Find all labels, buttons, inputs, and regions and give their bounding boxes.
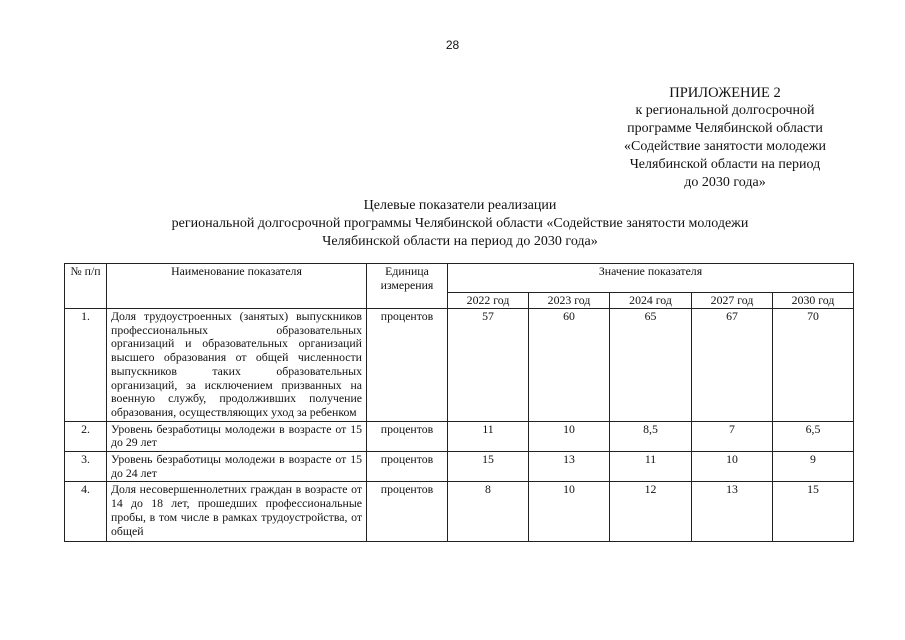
row-name: Доля несовершеннолетних граждан в возрасте от 14 до 18 лет, прошедших профессиональные пробы, в том числе в рамках трудоустройства, от общей	[107, 482, 367, 542]
row-value: 7	[692, 421, 773, 451]
row-value: 13	[529, 452, 610, 482]
title-line: Челябинской области на период до 2030 года»	[322, 234, 598, 249]
row-unit: процентов	[367, 452, 448, 482]
row-value: 10	[692, 452, 773, 482]
row-name: Уровень безработицы молодежи в возрасте от 15 до 29 лет	[107, 421, 367, 451]
row-name: Доля трудоустроенных (занятых) выпускников профессиональных образовательных организаций и образовательных организаций высшего образования от общей численности выпускников таких образовательных организаций, за исключением призванных на военную службу, продолживших получение образования, осуществляющих уход за ребенком	[107, 309, 367, 422]
row-value: 6,5	[773, 421, 854, 451]
row-number: 3.	[65, 452, 107, 482]
title-line: Целевые показатели реализации	[363, 198, 557, 213]
row-number: 1.	[65, 309, 107, 422]
appendix-heading: ПРИЛОЖЕНИЕ 2	[669, 85, 781, 101]
row-number: 4.	[65, 482, 107, 542]
row-value: 15	[773, 482, 854, 542]
row-value: 65	[610, 309, 692, 422]
appendix-line: Челябинской области на период	[629, 157, 821, 172]
row-unit: процентов	[367, 421, 448, 451]
row-number: 2.	[65, 421, 107, 451]
table-row	[65, 452, 854, 482]
appendix-line: до 2030 года»	[684, 175, 766, 190]
header-year: 2022 год	[448, 293, 529, 309]
row-value: 60	[529, 309, 610, 422]
title-line: региональной долгосрочной программы Челябинской области «Содействие занятости молодежи	[171, 216, 749, 231]
row-name: Уровень безработицы молодежи в возрасте от 15 до 24 лет	[107, 452, 367, 482]
header-year: 2023 год	[529, 293, 610, 309]
appendix-line: программе Челябинской области	[627, 121, 823, 136]
row-value: 11	[610, 452, 692, 482]
header-year: 2030 год	[773, 293, 854, 309]
header-year: 2024 год	[610, 293, 692, 309]
row-value: 15	[448, 452, 529, 482]
row-value: 8	[448, 482, 529, 542]
indicators-table	[64, 263, 854, 542]
header-number: № п/п	[65, 264, 107, 309]
document-title	[60, 197, 860, 251]
row-value: 10	[529, 421, 610, 451]
row-value: 10	[529, 482, 610, 542]
table-row	[65, 482, 854, 542]
header-unit: Единица измерения	[367, 264, 448, 309]
page-number: 28	[445, 38, 460, 52]
row-unit: процентов	[367, 482, 448, 542]
header-year: 2027 год	[692, 293, 773, 309]
row-value: 67	[692, 309, 773, 422]
table-row	[65, 309, 854, 422]
appendix-line: к региональной долгосрочной	[635, 103, 815, 118]
appendix-block	[580, 84, 870, 192]
row-value: 12	[610, 482, 692, 542]
row-value: 57	[448, 309, 529, 422]
header-name: Наименование показателя	[107, 264, 367, 309]
row-value: 9	[773, 452, 854, 482]
row-value: 11	[448, 421, 529, 451]
row-unit: процентов	[367, 309, 448, 422]
row-value: 13	[692, 482, 773, 542]
appendix-line: «Содействие занятости молодежи	[624, 139, 826, 154]
row-value: 70	[773, 309, 854, 422]
table-row	[65, 421, 854, 451]
row-value: 8,5	[610, 421, 692, 451]
header-values-group: Значение показателя	[448, 264, 854, 293]
